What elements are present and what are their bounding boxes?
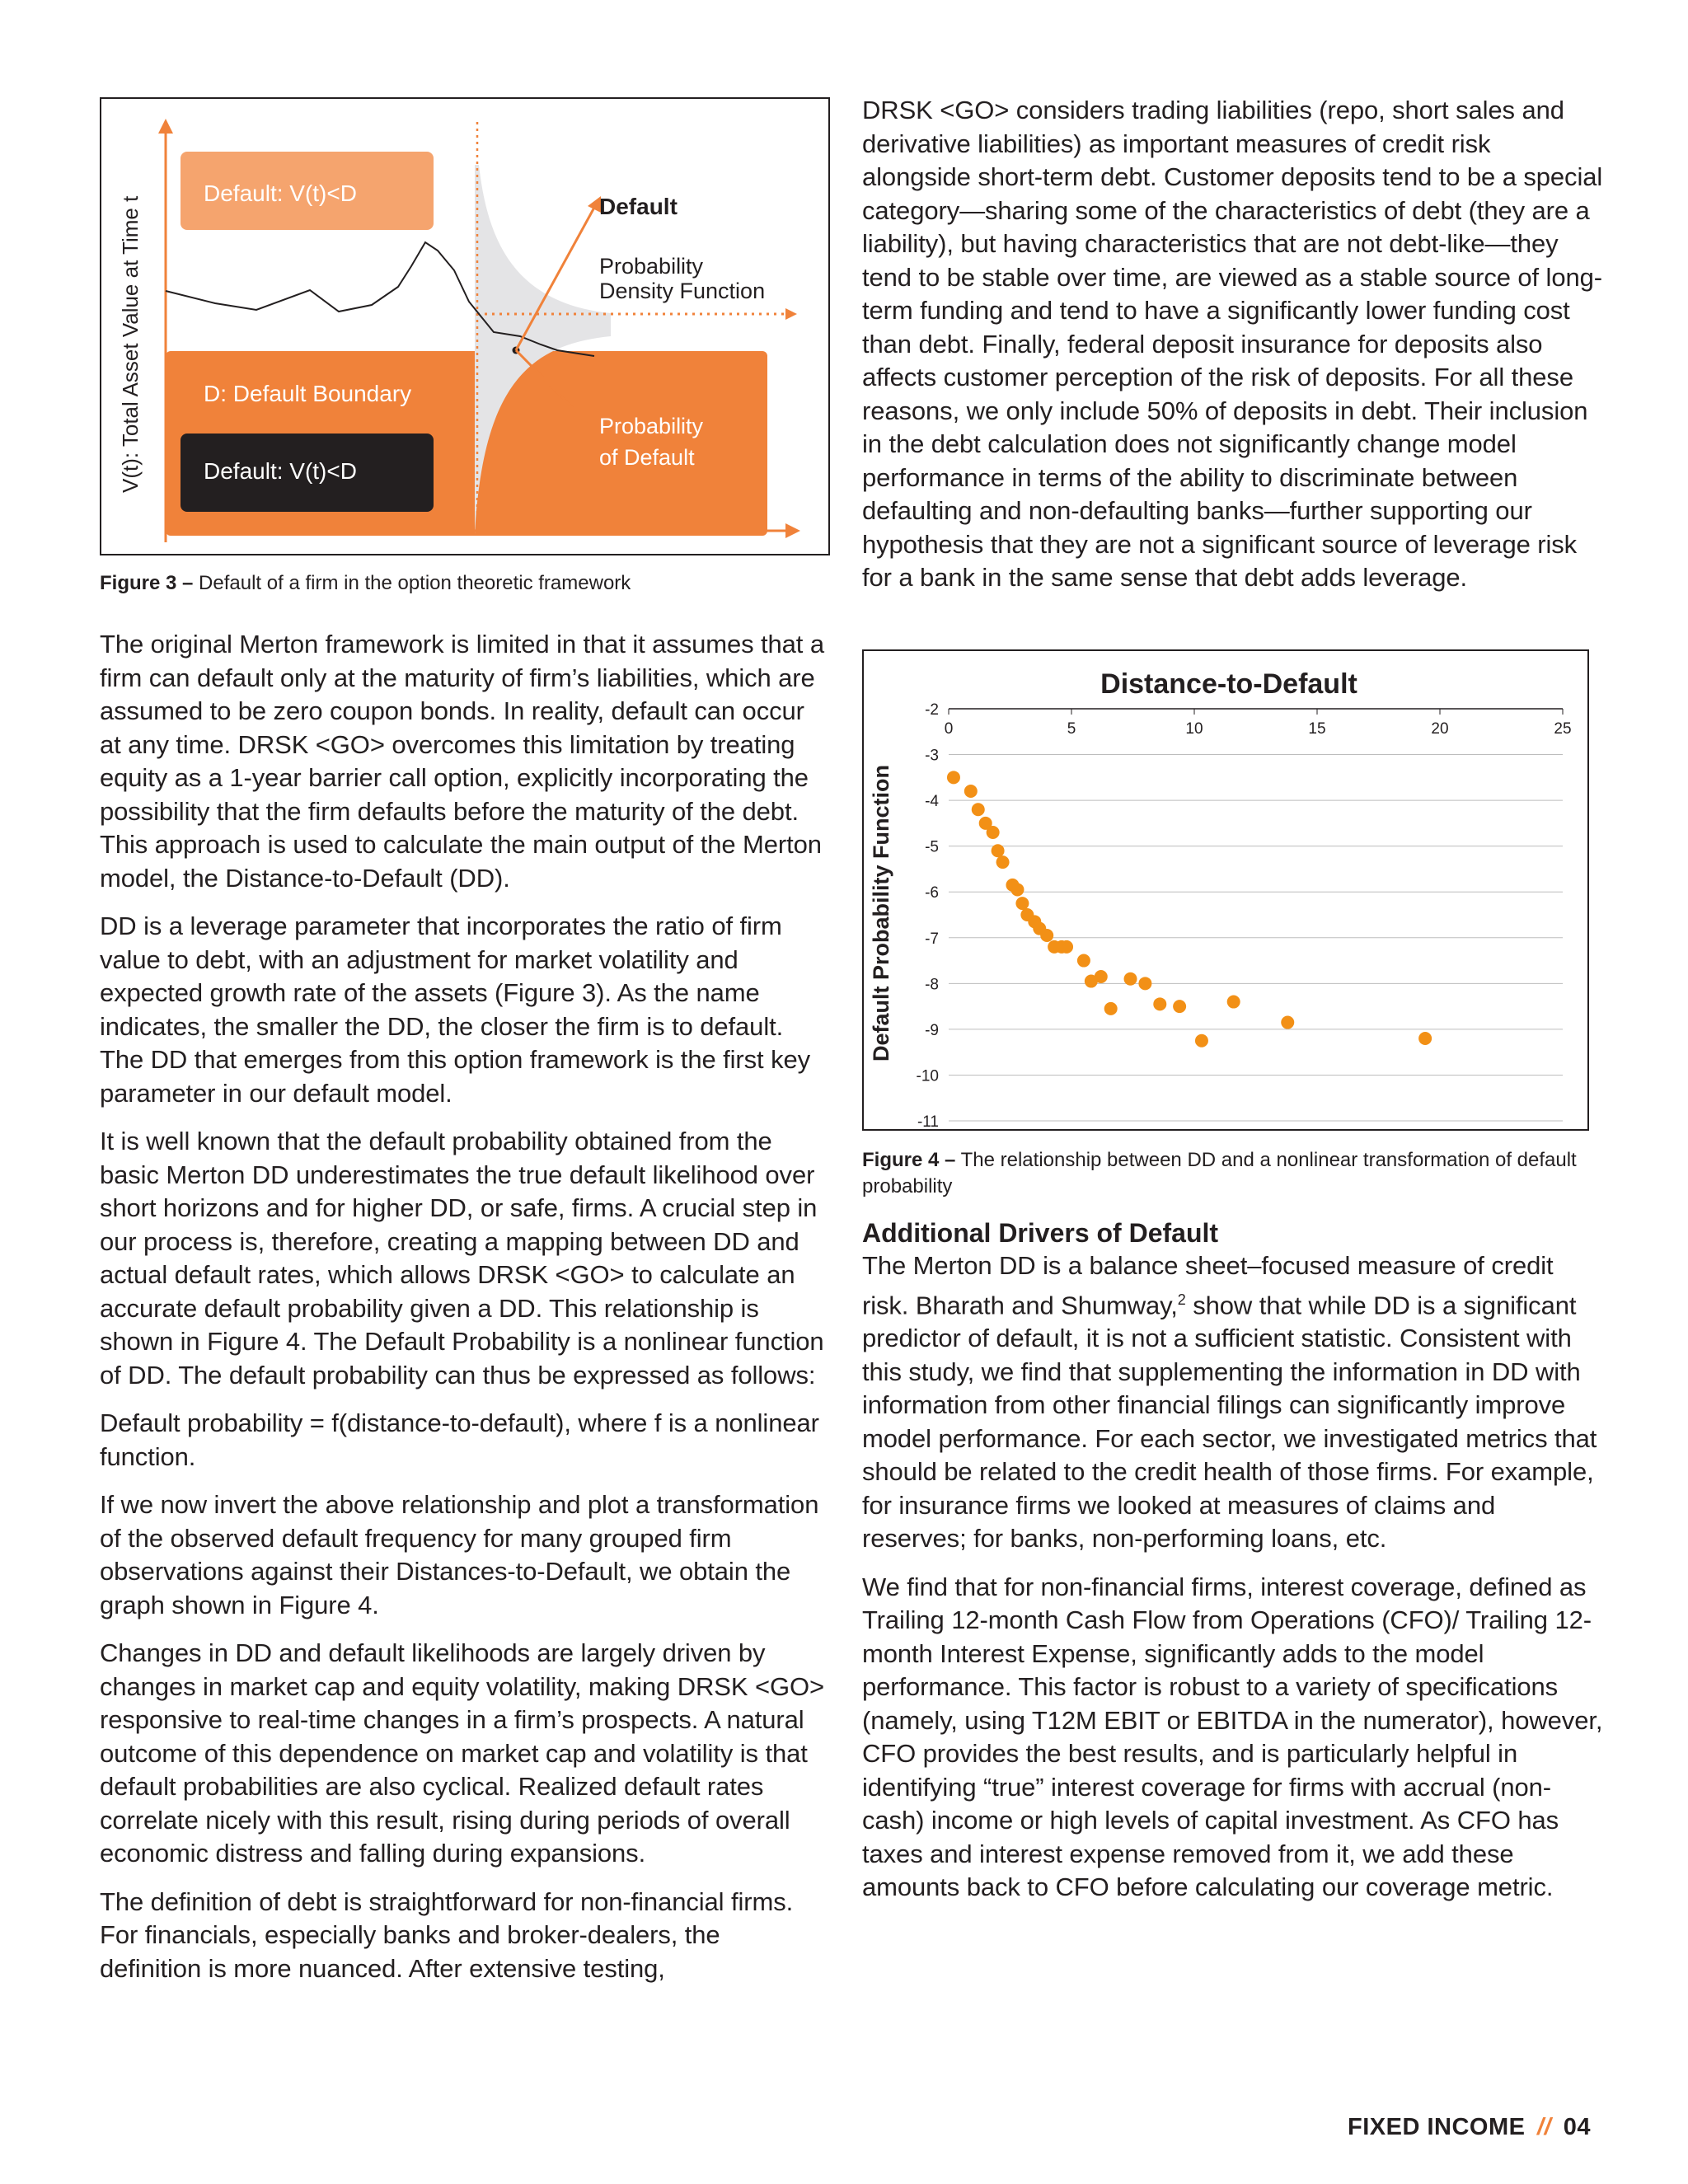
- x-tick-label: 20: [1431, 720, 1449, 738]
- data-point: [947, 771, 960, 784]
- y-tick-label: -10: [916, 1067, 939, 1085]
- data-point: [1227, 996, 1240, 1009]
- y-tick-label: -11: [917, 1113, 939, 1131]
- figure-4-chart: [862, 649, 1589, 1131]
- default-boundary-label: D: Default Boundary: [204, 381, 412, 406]
- figure-3-caption-text: Default of a firm in the option theoretic framework: [193, 572, 631, 594]
- chart-frame: [863, 650, 1588, 1130]
- data-point: [1104, 1002, 1118, 1015]
- footer-page-number: 04: [1563, 2114, 1591, 2140]
- x-tick-label: 15: [1308, 720, 1326, 738]
- y-tick-label: -9: [925, 1021, 939, 1039]
- page-footer: [1348, 2114, 1591, 2141]
- footer-section: FIXED INCOME: [1348, 2114, 1526, 2140]
- figure-3-caption: [100, 570, 825, 597]
- default-label: Default: [599, 194, 678, 219]
- section-heading: Additional Drivers of Default: [862, 1218, 1219, 1248]
- paragraph: The original Merton framework is limited in that it assumes that a firm can default only at the maturity of firm’s liabilities, which are assumed to be zero coupon bonds. In reality, default can occur at any time. DRSK <GO> overcomes this limitation by treating equity as a 1-year barrier call option, explicitly incorporating the possibility that the firm defaults before the maturity of the debt. This approach is used to calculate the main output of the Merton model, the Distance-to-Default (DD).: [100, 630, 824, 893]
- paragraph: Changes in DD and default likelihoods are largely driven by changes in market cap and equity volatility, making DRSK <GO> responsive to real-time changes in a firm’s prospects. A natural outcome of this dependence on market cap and volatility is that default probabilities are also cyclical. Realized default rates correlate nicely with this result, rising during periods of overall economic distress and falling during expansions.: [100, 1638, 824, 1868]
- paragraph: The definition of debt is straightforward for non-financial firms. For financials, especially banks and broker-dealers, the definition is more nuanced. After extensive testing,: [100, 1886, 794, 1983]
- y-tick-label: -7: [925, 930, 939, 948]
- x-tick-label: 25: [1554, 720, 1572, 738]
- data-point: [992, 844, 1005, 857]
- y-tick-label: -5: [925, 838, 939, 856]
- y-axis-label: V(t): Total Asset Value at Time t: [118, 195, 143, 493]
- x-tick-label: 0: [944, 720, 954, 738]
- data-point: [1010, 883, 1024, 896]
- paragraph: We find that for non-financial firms, interest coverage, defined as Trailing 12-month Cash Flow from Operations (CFO)/ Trailing 12-month Interest Expense, significantly adds to the model performance. This factor is robust to a variety of specifications (namely, using T12M EBIT or EBITDA in the numerator), however, CFO provides the best results, and is particularly helpful in identifying “true” interest coverage for firms with accrual (non-cash) income or high levels of capital investment. As CFO has taxes and interest expense removed from it, we add these amounts back to CFO before calculating our coverage metric.: [862, 1572, 1603, 1902]
- x-tick-label: 5: [1067, 720, 1076, 738]
- data-point: [987, 826, 1000, 839]
- x-tick-label: 10: [1185, 720, 1203, 738]
- paragraph-part: The Merton DD is a balance sheet–focused measure of credit risk. Bharath and Shumway,: [862, 1251, 1554, 1319]
- pod-label-line1: Probability: [599, 414, 704, 438]
- data-point: [1060, 940, 1073, 954]
- paragraph: DRSK <GO> considers trading liabilities (repo, short sales and derivative liabilities) as important measures of credit risk alongside short-term debt. Customer deposits tend to be a special category—sharing some of the characteristics of debt (they are a liability), but having characteristics that are not debt-like—they tend to be stable over time, are viewed as a stable source of long-term funding and tend to have a significantly lower funding cost than debt. Finally, federal deposit insurance for deposits also affects customer perception of the risk of deposits. For all these reasons, we only include 50% of deposits in debt. Their inclusion in the debt calculation does not significantly change model performance in terms of the ability to discriminate between defaulting and non-defaulting banks—further supporting our hypothesis that they are not a significant source of leverage risk for a bank in the same sense that debt adds leverage.: [862, 96, 1603, 592]
- figure-4-caption: [862, 1147, 1604, 1200]
- y-tick-label: -8: [925, 976, 939, 994]
- default-top-box-label: Default: V(t)<D: [204, 180, 357, 206]
- paragraph: DD is a leverage parameter that incorporates the ratio of firm value to debt, with an adjustment for market volatility and expected growth rate of the assets (Figure 3). As the name indicates, the smaller the DD, the closer the firm is to default. The DD that emerges from this option framework is the first key parameter in our default model.: [100, 912, 811, 1108]
- y-tick-label: -4: [925, 793, 939, 811]
- data-point: [1015, 897, 1029, 910]
- default-bottom-box-label: Default: V(t)<D: [204, 458, 357, 484]
- paragraph: If we now invert the above relationship and plot a transformation of the observed default frequency for many grouped firm observations against their Distances-to-Default, we obtain the graph shown in Figure 4.: [100, 1490, 819, 1619]
- pdf-label-line2: Density Function: [599, 279, 766, 303]
- data-point: [1418, 1032, 1432, 1045]
- data-point: [1124, 972, 1137, 986]
- data-point: [972, 803, 985, 816]
- figure-4-caption-num: Figure 4 –: [862, 1149, 956, 1171]
- chart-title: Distance-to-Default: [1100, 668, 1357, 700]
- footnote-ref: 2: [1177, 1291, 1186, 1308]
- paragraph: It is well known that the default probability obtained from the basic Merton DD underestimates the true default likelihood over short horizons and for higher DD, or safe, firms. A crucial step in our process is, therefore, creating a mapping between DD and actual default rates, which allows DRSK <GO> to calculate an accurate default probability given a DD. This relationship is shown in Figure 4. The Default Probability is a nonlinear function of DD. The default probability can thus be expressed as follows:: [100, 1127, 824, 1390]
- paragraph-part: show that while DD is a significant predictor of default, it is not a sufficient statistic. Consistent with this study, we find that supplementing the information in DD with information from other financial filings can significantly improve model performance. For each sector, we investigated metrics that should be related to the credit health of those firms. For example, for insurance firms we looked at measures of claims and reserves; for banks, non-performing loans, etc.: [862, 1290, 1597, 1554]
- figure-3-diagram: [100, 97, 830, 555]
- data-point: [1173, 1000, 1186, 1013]
- data-point: [964, 785, 978, 798]
- y-tick-label: -2: [925, 701, 939, 719]
- data-point: [1195, 1034, 1208, 1047]
- data-point: [1153, 997, 1166, 1010]
- left-body-text: [100, 628, 825, 2000]
- pdf-label-line1: Probability: [599, 254, 704, 279]
- data-point: [996, 855, 1010, 869]
- figure-3-caption-num: Figure 3 –: [100, 572, 194, 594]
- footer-separator: //: [1537, 2114, 1552, 2140]
- data-point: [1095, 970, 1108, 983]
- y-tick-label: -6: [925, 884, 939, 902]
- section-additional-drivers: [862, 1216, 1604, 1919]
- data-point: [1040, 929, 1053, 942]
- data-point: [1138, 977, 1151, 990]
- chart-y-axis-label: Default Probability Function: [869, 764, 893, 1062]
- y-tick-label: -3: [925, 747, 939, 765]
- data-point: [1077, 954, 1090, 968]
- pod-label-line2: of Default: [599, 445, 695, 470]
- data-point: [1281, 1016, 1294, 1029]
- paragraph: Default probability = f(distance-to-default), where f is a nonlinear function.: [100, 1408, 819, 1471]
- paragraph: [862, 1249, 1604, 1556]
- figure-4-caption-text: The relationship between DD and a nonlinear transformation of default probability: [862, 1149, 1577, 1197]
